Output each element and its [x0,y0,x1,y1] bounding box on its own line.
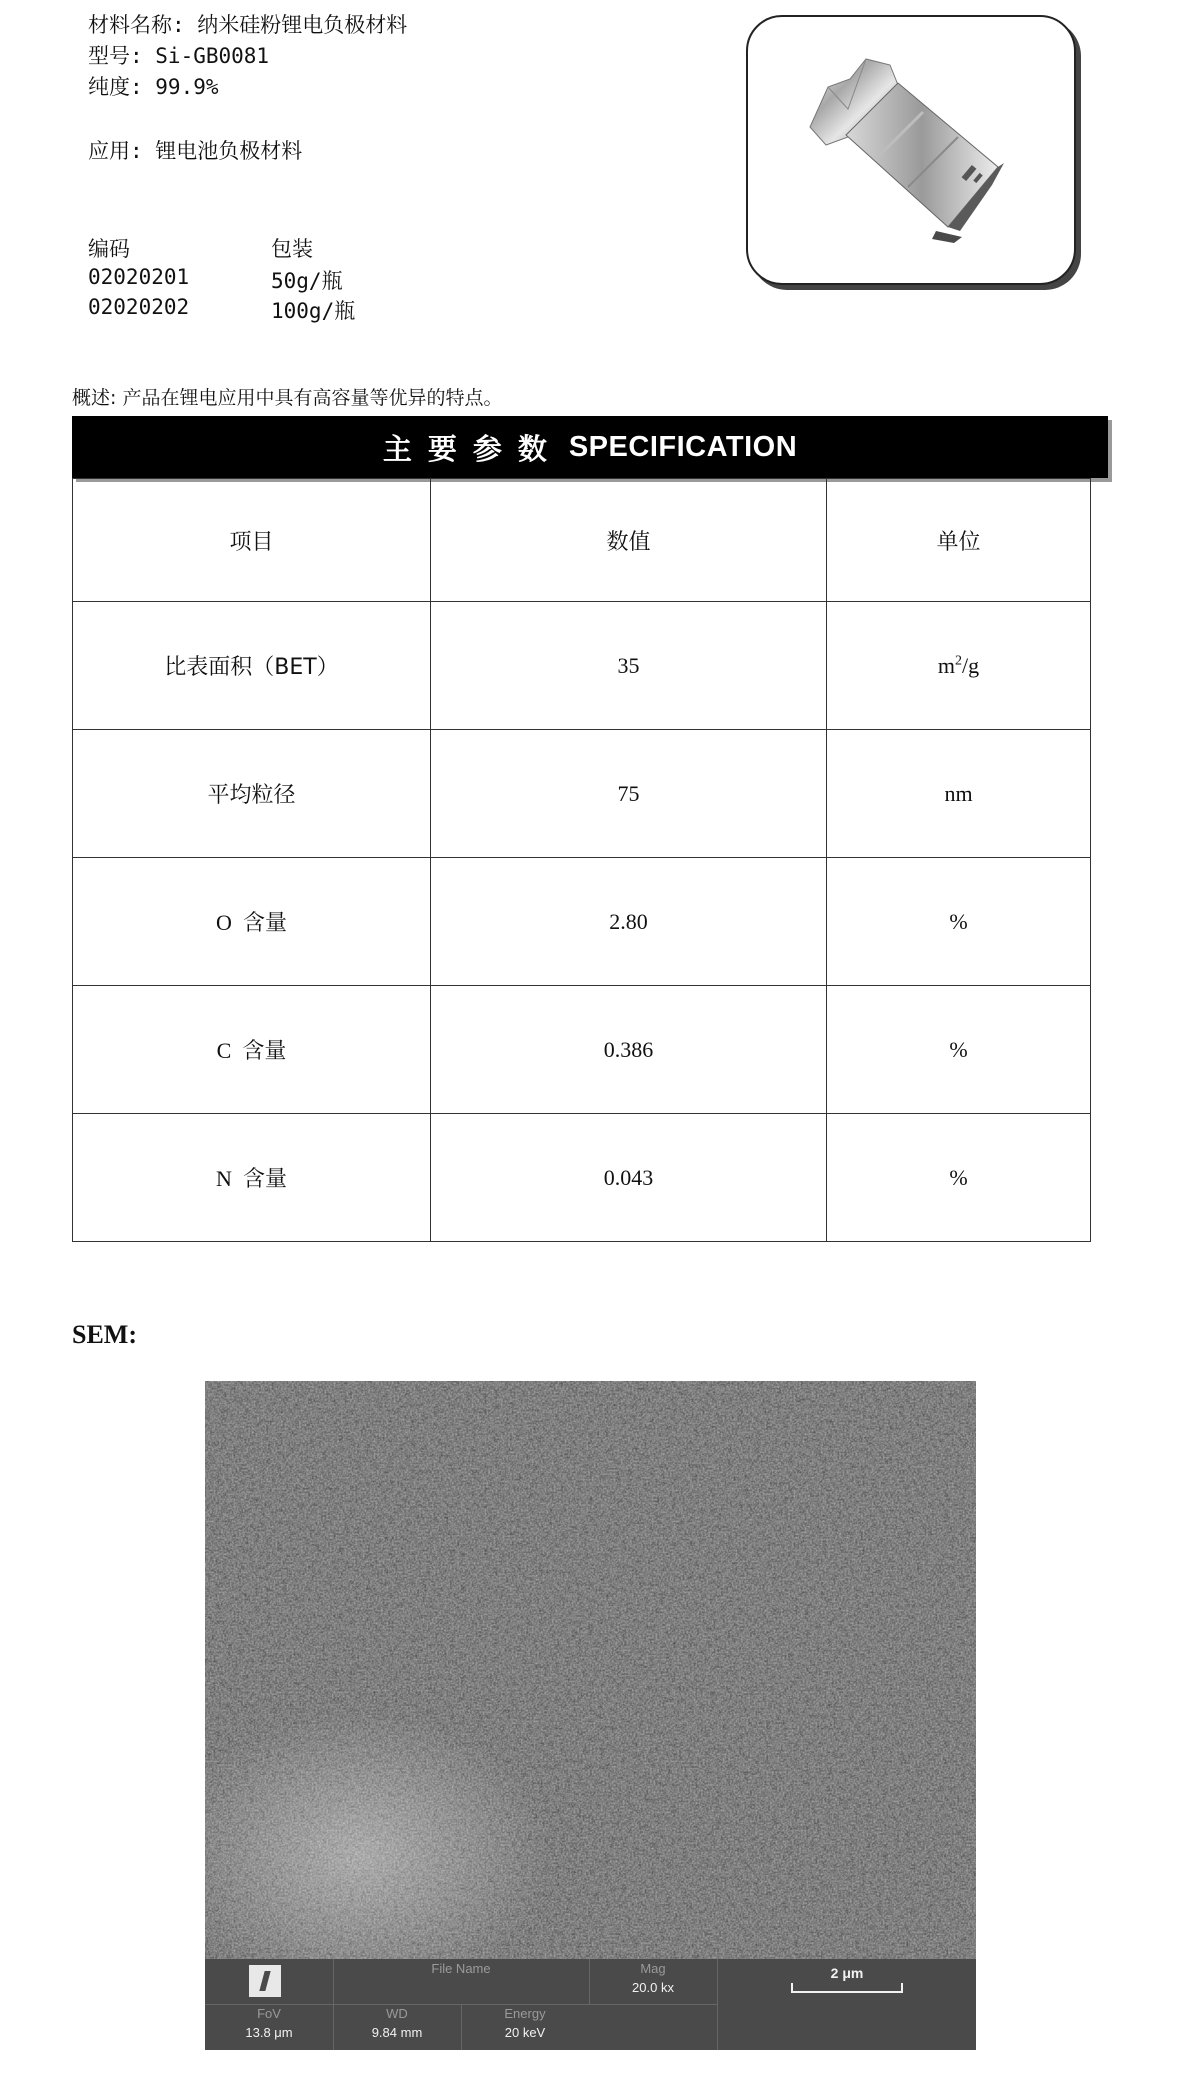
purity: 纯度: 99.9% [88,75,219,99]
row-item: 比表面积（BET） [73,602,431,730]
row-value: 2.80 [431,858,827,986]
header-unit: 单位 [827,479,1091,602]
row-item: O 含量 [73,858,431,986]
header-value: 数值 [431,479,827,602]
mag-field: Mag 20.0 kx [632,1961,674,1995]
application: 应用: 锂电池负极材料 [88,139,303,163]
row-item: N 含量 [73,1114,431,1242]
code-1: 02020201 [88,265,190,289]
material-name: 材料名称: 纳米硅粉锂电负极材料 [88,13,408,37]
row-value: 35 [431,602,827,730]
foil-bag-image [748,17,1074,283]
energy-field: Energy 20 keV [504,2006,546,2040]
row-item: C 含量 [73,986,431,1114]
sem-image [205,1381,976,2050]
row-item: 平均粒径 [73,730,431,858]
sem-logo-icon [249,1965,281,1997]
row-value: 0.386 [431,986,827,1114]
row-value: 0.043 [431,1114,827,1242]
file-name-field: File Name [431,1961,491,1976]
row-unit: % [827,1114,1091,1242]
spec-table [72,478,1091,1242]
spec-title-cn: 主要参数 [382,431,563,466]
table-row [73,730,1091,858]
wd-field: WD 9.84 mm [371,2006,423,2040]
table-row [73,602,1091,730]
pack-header: 包装 [271,237,313,261]
product-image-frame [746,15,1076,285]
row-unit: % [827,858,1091,986]
overview-text: 概述: 产品在锂电应用中具有高容量等优异的特点。 [72,387,503,409]
pack-1: 50g/瓶 [271,269,343,293]
table-row [73,986,1091,1114]
spec-title-en: SPECIFICATION [568,430,798,463]
fov-field: FoV 13.8 μm [245,2006,293,2040]
model-number: 型号: Si-GB0081 [88,44,270,68]
row-value: 75 [431,730,827,858]
sem-label: SEM: [72,1320,137,1349]
scale-bar: 2 μm [791,1965,903,1993]
row-unit: $m^2/g$ [827,602,1091,730]
header-item: 项目 [73,479,431,602]
table-row [73,858,1091,986]
table-row [73,1114,1091,1242]
table-header-row [73,479,1091,602]
pack-2: 100g/瓶 [271,299,356,323]
spec-table-header [72,416,1108,478]
code-header: 编码 [88,237,130,261]
sem-info-bar [205,1959,976,2050]
sem-micrograph [205,1381,976,1959]
row-unit: nm [827,730,1091,858]
row-unit: % [827,986,1091,1114]
code-2: 02020202 [88,295,190,319]
